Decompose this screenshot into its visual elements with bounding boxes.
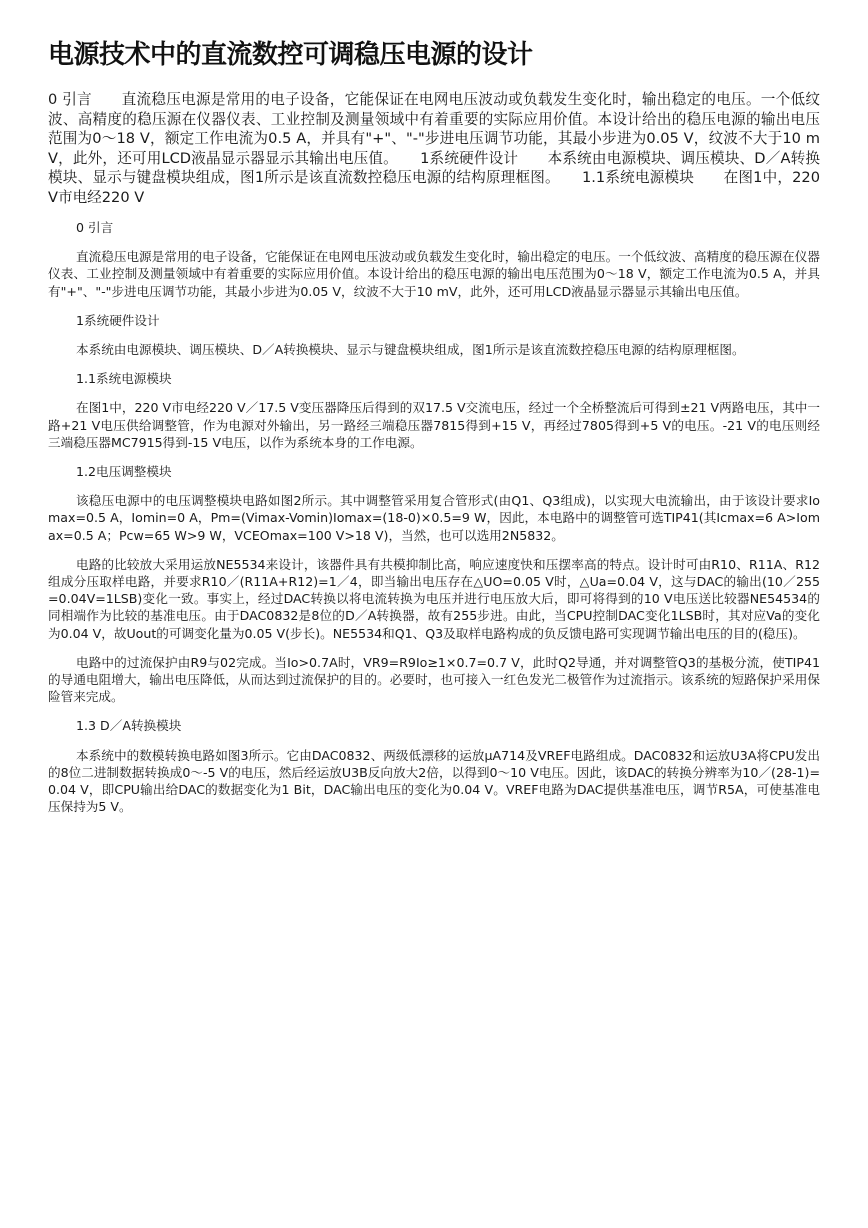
section-heading-power-module: 1.1系统电源模块	[76, 371, 172, 387]
section-heading-hardware: 1系统硬件设计	[76, 312, 160, 328]
body-paragraph: 直流稳压电源是常用的电子设备，它能保证在电网电压波动或负载发生变化时，输出稳定的电压。一个低纹波、高精度的稳压源在仪器仪表、工业控制及测量领域中有着重要的实际应用价值。本设计给出的稳压电源的输出电压范围为0～18 V，额定工作电流为0.5 A，并具有"+"、"-"步进电压调节功能，其最小步进为0.05 V，纹波不大于10 mV，此外，还可用LCD液晶显示器显示其输出电压值。	[48, 249, 820, 299]
document-page	[48, 36, 820, 827]
body-paragraph: 电路的比较放大采用运放NE5534来设计，该器件具有共模抑制比高，响应速度快和压摆率高的特点。设计时可由R10、R11A、R12组成分压取样电路，并要求R10／(R11A+R12)=1／4，即当输出电压存在△UO=0.05 V时，△Ua=0.04 V，这与DAC的输出(10／255=0.04V=1LSB)变化一致。事实上，经过DAC转换以将电流转换为电压并进行电压放大后，即可将得到的10 V电压送比较器NE54534的同相端作为比较的基准电压。由于DAC0832是8位的D／A转换器，故有255步进。由此，当CPU控制DAC变化1LSB时，其对应Va的变化为0.04 V，故Uout的可调变化量为0.05 V(步长)。NE5534和Q1、Q3及取样电路构成的负反馈电路可实现调节输出电压的目的(稳压)。	[48, 556, 820, 641]
document-body	[48, 219, 820, 815]
section-heading-da-module: 1.3 D／A转换模块	[76, 718, 182, 734]
body-paragraph: 电路中的过流保护由R9与02完成。当Io>0.7A时，VR9=R9Io≥1×0.7=0.7 V，此时Q2导通，并对调整管Q3的基极分流，使TIP41的导通电阻增大，输出电压降低，从而达到过流保护的目的。必要时，也可接入一红色发光二极管作为过流指示。该系统的短路保护采用保险管来完成。	[48, 654, 820, 705]
body-paragraph: 该稳压电源中的电压调整模块电路如图2所示。其中调整管采用复合管形式(由Q1、Q3组成)，以实现大电流输出，由于该设计要求Iomax=0.5 A，Iomin=0 A，Pm=(Vimax-Vomin)Iomax=(18-0)×0.5=9 W，因此，本电路中的调整管可选TIP41(其Icmax=6 A>Iomax=0.5 A；Pcw=65 W>9 W，VCEOmax=100 V>18 V)，当然，也可以选用2N5832。	[48, 493, 820, 543]
document-summary: 0 引言 直流稳压电源是常用的电子设备，它能保证在电网电压波动或负载发生变化时，输出稳定的电压。一个低纹波、高精度的稳压源在仪器仪表、工业控制及测量领域中有着重要的实际应用价值。本设计给出的稳压电源的输出电压范围为0～18 V，额定工作电流为0.5 A，并具有"+"、"-"步进电压调节功能，其最小步进为0.05 V，纹波不大于10 mV，此外，还可用LCD液晶显示器显示其输出电压值。 1系统硬件设计 本系统由电源模块、调压模块、D／A转换模块、显示与键盘模块组成，图1所示是该直流数控稳压电源的结构原理框图。 1.1系统电源模块 在图1中，220 V市电经220 V	[48, 91, 820, 206]
section-heading-voltage-module: 1.2电压调整模块	[76, 464, 172, 480]
section-heading-intro: 0 引言	[76, 220, 114, 235]
document-title: 电源技术中的直流数控可调稳压电源的设计	[48, 40, 533, 70]
body-paragraph: 本系统中的数模转换电路如图3所示。它由DAC0832、两级低漂移的运放μA714及VREF电路组成。DAC0832和运放U3A将CPU发出的8位二进制数据转换成0～-5 V的电压，然后经运放U3B反向放大2倍，以得到0～10 V电压。因此，该DAC的转换分辨率为10／(28-1)=0.04 V，即CPU输出给DAC的数据变化为1 Bit，DAC输出电压的变化为0.04 V。VREF电路为DAC提供基准电压，调节R5A，可使基准电压保持为5 V。	[48, 747, 820, 815]
body-paragraph: 本系统由电源模块、调压模块、D／A转换模块、显示与键盘模块组成，图1所示是该直流数控稳压电源的结构原理框图。	[76, 342, 745, 358]
body-paragraph: 在图1中，220 V市电经220 V／17.5 V变压器降压后得到的双17.5 V交流电压，经过一个全桥整流后可得到±21 V两路电压，其中一路+21 V电压供给调整管，作为电源对外输出，另一路经三端稳压器7815得到+15 V，再经过7805得到+5 V的电压。-21 V的电压则经三端稳压器MC7915得到-15 V电压，以作为系统本身的工作电源。	[48, 400, 820, 450]
